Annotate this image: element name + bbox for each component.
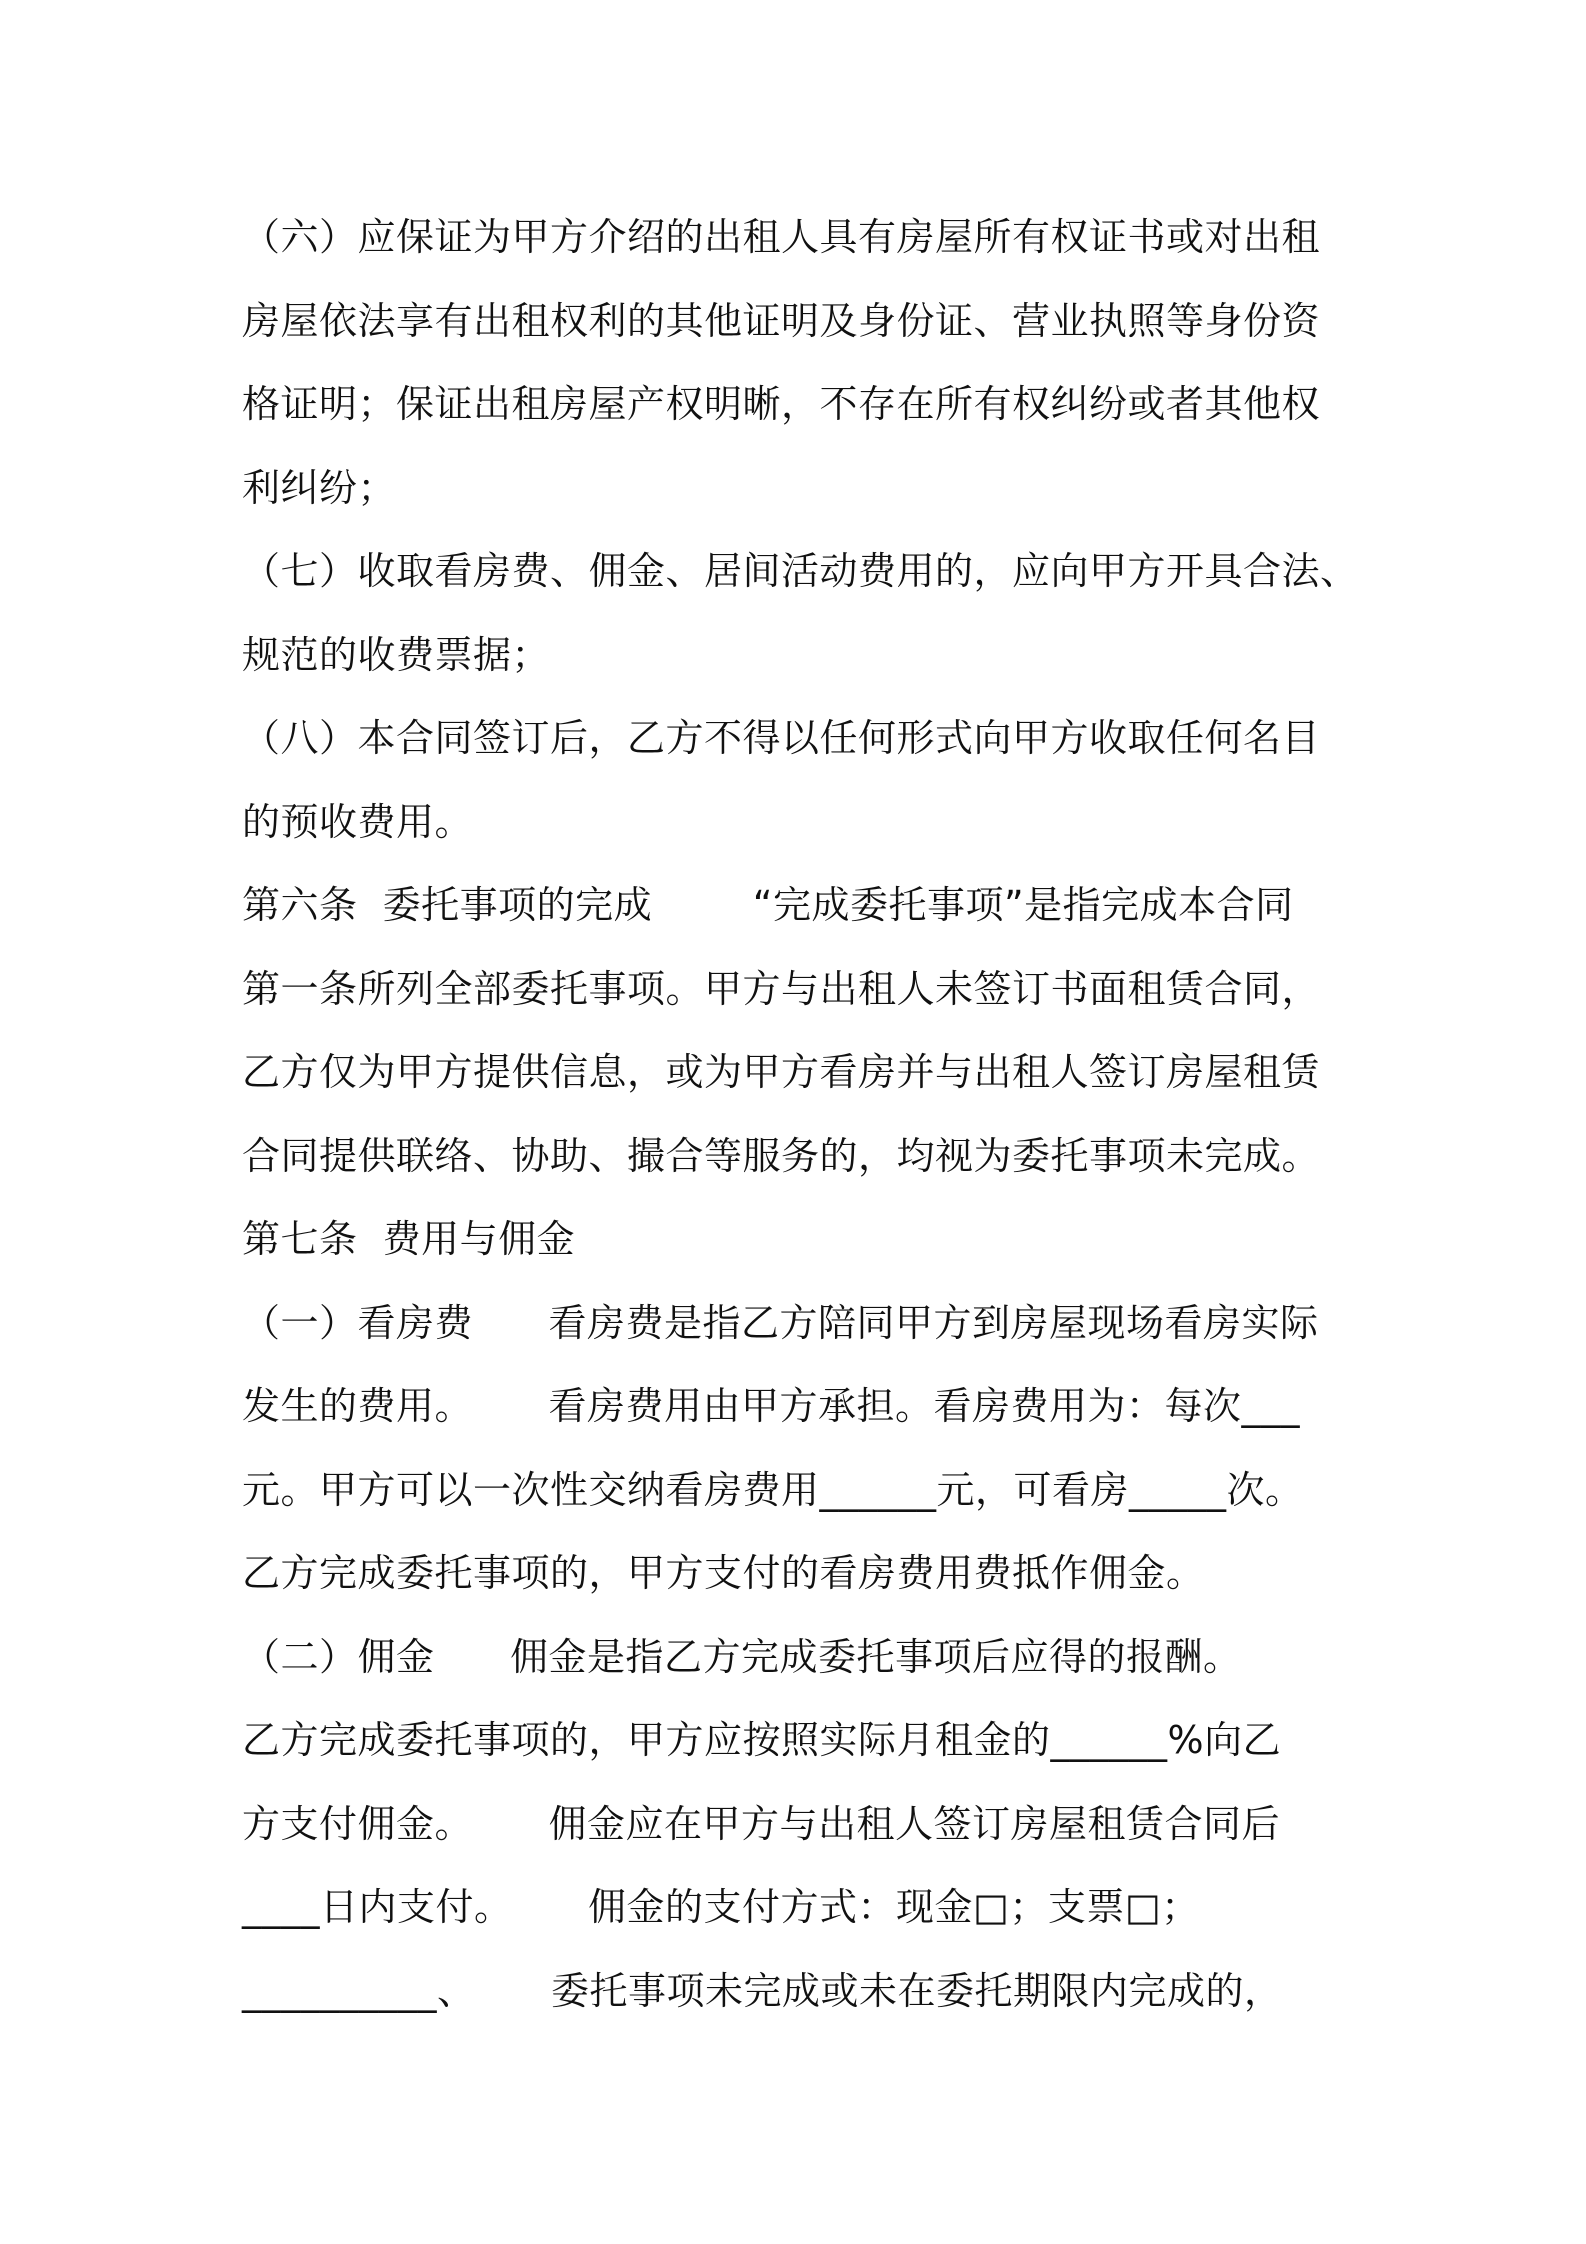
text-line: （二）佣金 佣金是指乙方完成委托事项后应得的报酬。 (242, 1634, 1242, 1679)
text-line: 的预收费用。 (242, 799, 474, 844)
text-line: 第一条所列全部委托事项。甲方与出租人未签订书面租赁合同， (242, 966, 1321, 1011)
text-line: 规范的收费票据； (242, 632, 551, 677)
section-heading-line: 第七条 费用与佣金 (242, 1217, 576, 1261)
text-line: （六）应保证为甲方介绍的出租人具有房屋所有权证书或对出租 (242, 215, 1321, 259)
text-line: （八）本合同签订后，乙方不得以任何形式向甲方收取任何名目 (242, 716, 1321, 760)
text-line: 房屋依法享有出租权利的其他证明及身份证、营业执照等身份资 (242, 298, 1321, 343)
text-line: 方支付佣金。 佣金应在甲方与出租人签订房屋租赁合同后 (242, 1801, 1280, 1846)
text-line: （一）看房费 看房费是指乙方陪同甲方到房屋现场看房实际 (242, 1300, 1319, 1345)
text-line: ____日内支付。 佣金的支付方式：现金□；支票□； (242, 1885, 1200, 1929)
text-line: 发生的费用。 看房费用由甲方承担。看房费用为：每次___ (242, 1384, 1300, 1428)
text-line: 格证明；保证出租房屋产权明晰，不存在所有权纠纷或者其他权 (242, 382, 1321, 426)
section-heading-line: 第六条 委托事项的完成 “完成委托事项”是指完成本合同 (242, 883, 1294, 927)
text-line: 元。甲方可以一次性交纳看房费用______元，可看房_____次。 (242, 1467, 1304, 1512)
text-line: （七）收取看房费、佣金、居间活动费用的，应向甲方开具合法、 (242, 549, 1359, 593)
contract-text (242, 196, 1362, 2033)
text-line: 乙方完成委托事项的，甲方支付的看房费用费抵作佣金。 (242, 1551, 1205, 1595)
text-line: __________、 委托事项未完成或未在委托期限内完成的， (242, 1968, 1283, 2013)
text-line: 乙方仅为甲方提供信息，或为甲方看房并与出租人签订房屋租赁 (242, 1050, 1321, 1094)
text-line: 乙方完成委托事项的，甲方应按照实际月租金的______%向乙 (242, 1718, 1282, 1762)
text-line: 利纠纷； (242, 465, 397, 510)
text-line: 合同提供联络、协助、撮合等服务的，均视为委托事项未完成。 (242, 1133, 1321, 1178)
